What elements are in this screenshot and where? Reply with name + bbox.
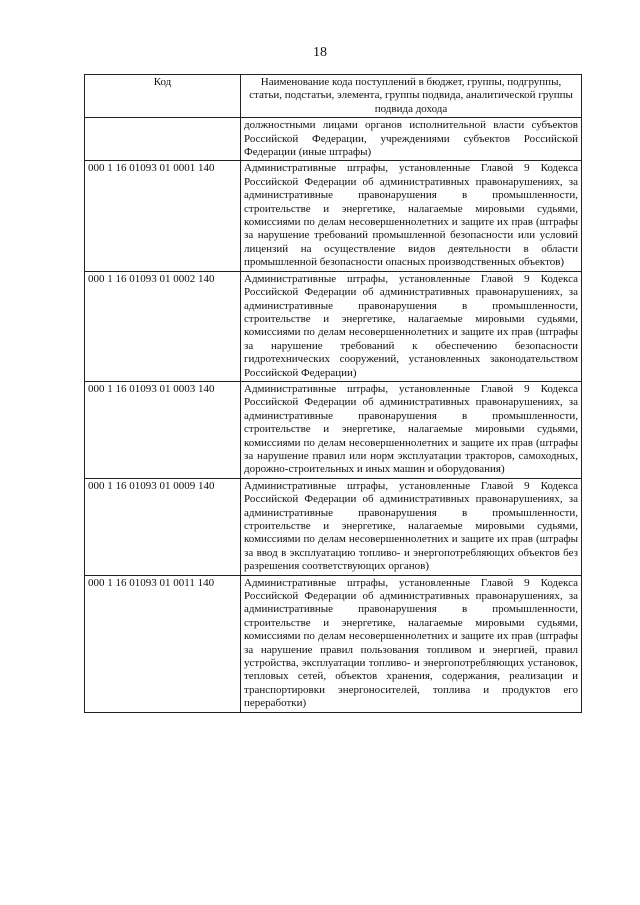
table-row xyxy=(85,118,582,161)
table-header-row xyxy=(85,75,582,118)
revenue-codes-table xyxy=(84,74,582,713)
table-row xyxy=(85,271,582,381)
row-name: Административные штрафы, установленные Главой 9 Кодекса Российской Федерации об административных правонарушениях, за административные правонарушения в промышленности, строительстве и энергетике, налагаемые мировыми судьями, комиссиями по делам несовершеннолетних и защите их прав (штрафы за нарушение правил или норм эксплуатации тракторов, самоходных, дорожно-строительных и иных машин и оборудования) xyxy=(241,381,582,478)
table-row xyxy=(85,575,582,712)
header-code: Код xyxy=(85,75,241,118)
row-code: 000 1 16 01093 01 0009 140 xyxy=(85,478,241,575)
row-name: Административные штрафы, установленные Главой 9 Кодекса Российской Федерации об административных правонарушениях, за административные правонарушения в промышленности, строительстве и энергетике, налагаемые мировыми судьями, комиссиями по делам несовершеннолетних и защите их прав (штрафы за ввод в эксплуатацию топливо- и энергопотребляющих объектов без разрешения соответствующих органов) xyxy=(241,478,582,575)
row-name: Административные штрафы, установленные Главой 9 Кодекса Российской Федерации об административных правонарушениях, за административные правонарушения в промышленности, строительстве и энергетике, налагаемые мировыми судьями, комиссиями по делам несовершеннолетних и защите их прав (штрафы за нарушение правил пользования топливом и энергией, правил устройства, эксплуатации топливо- и энергопотребляющих установок, тепловых сетей, объектов хранения, содержания, реализации и транспортировки энергоносителей, топлива и продуктов его переработки) xyxy=(241,575,582,712)
row-code: 000 1 16 01093 01 0001 140 xyxy=(85,161,241,271)
page-number: 18 xyxy=(313,45,327,60)
table-row xyxy=(85,381,582,478)
row-code: 000 1 16 01093 01 0002 140 xyxy=(85,271,241,381)
row-name: Административные штрафы, установленные Главой 9 Кодекса Российской Федерации об административных правонарушениях, за административные правонарушения в промышленности, строительстве и энергетике, налагаемые мировыми судьями, комиссиями по делам несовершеннолетних и защите их прав (штрафы за нарушение требований промышленной безопасности или условий лицензий на осуществление видов деятельности в области промышленной безопасности опасных производственных объектов) xyxy=(241,161,582,271)
table-row xyxy=(85,161,582,271)
row-name: должностными лицами органов исполнительной власти субъектов Российской Федерации, учреждениями субъектов Российской Федерации (иные штрафы) xyxy=(241,118,582,161)
row-name: Административные штрафы, установленные Главой 9 Кодекса Российской Федерации об административных правонарушениях, за административные правонарушения в промышленности, строительстве и энергетике, налагаемые мировыми судьями, комиссиями по делам несовершеннолетних и защите их прав (штрафы за нарушение требований к обеспечению безопасности гидротехнических сооружений, установленных законодательством Российской Федерации) xyxy=(241,271,582,381)
row-code: 000 1 16 01093 01 0011 140 xyxy=(85,575,241,712)
table-row xyxy=(85,478,582,575)
row-code: 000 1 16 01093 01 0003 140 xyxy=(85,381,241,478)
header-name: Наименование кода поступлений в бюджет, группы, подгруппы, статьи, подстатьи, элемента, группы подвида, аналитической группы подвида дохода xyxy=(241,75,582,118)
row-code xyxy=(85,118,241,161)
